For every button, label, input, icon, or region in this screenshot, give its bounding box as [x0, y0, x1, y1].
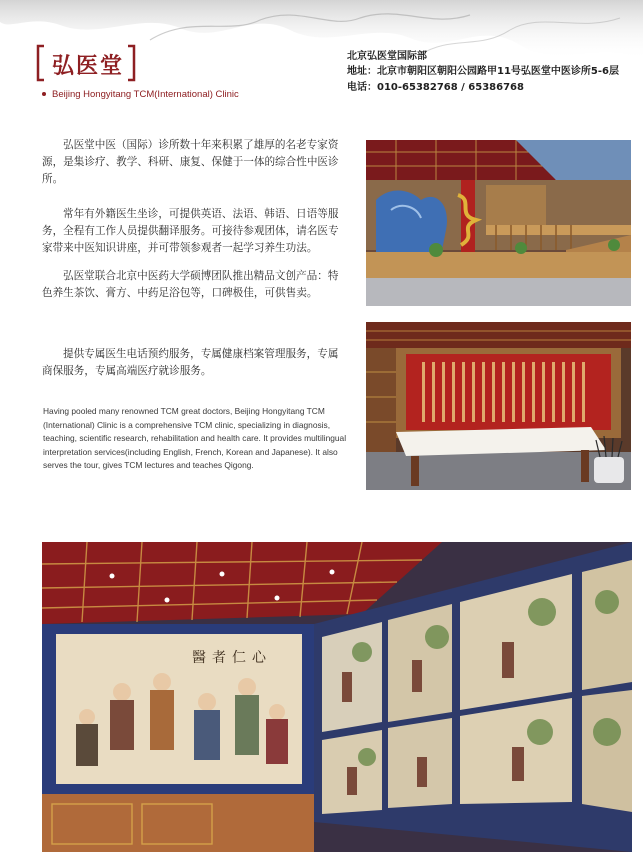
mural-gallery-photo	[42, 542, 632, 852]
intro-paragraph-1: 弘医堂中医（国际）诊所数十年来积累了雄厚的名老专家资源，是集诊疗、教学、科研、康复、保健于一体的综合性中医诊所。	[42, 139, 339, 185]
lobby-photo	[366, 140, 631, 306]
bullet-icon	[42, 92, 46, 96]
intro-paragraph-3: 弘医堂联合北京中医药大学硕博团队推出精品文创产品：特色养生茶饮、膏方、中药足浴包等，口碑极佳，可供售卖。	[42, 270, 339, 299]
clinic-name-en: Beijing Hongyitang TCM(International) Clinic	[52, 89, 239, 100]
mural-inscription: 醫者仁心	[192, 650, 272, 666]
contact-phone: 电话：010-65382768 / 65386768	[347, 82, 524, 93]
contact-address: 地址：北京市朝阳区朝阳公园路甲11号弘医堂中医诊所5-6层	[347, 66, 619, 77]
intro-paragraph-4: 提供专属医生电话预约服务，专属健康档案管理服务，专属商保服务，专属高端医疗就诊服务。	[42, 348, 339, 377]
calligraphy-hall-photo	[366, 322, 631, 490]
intro-paragraph-2: 常年有外籍医生坐诊，可提供英语、法语、韩语、日语等服务，全程有工作人员提供翻译服务。可接待参观团体，请名医专家带来中医知识讲座，并可带领参观者一起学习养生功法。	[42, 208, 339, 254]
intro-paragraph-en: Having pooled many renowned TCM great doctors, Beijing Hongyitang TCM (International) Clinic is a comprehensive TCM clinic, specializing in diagnosis, teaching, scientific research, rehabilitation and health care. It provides multilingual interpretation services(including English, French, Korean and Japanese). It also serves the tour, gives TCM lectures and teaches Qigong.	[43, 406, 347, 471]
logo: 弘医堂	[52, 53, 125, 79]
contact-org: 北京弘医堂国际部	[347, 51, 427, 62]
